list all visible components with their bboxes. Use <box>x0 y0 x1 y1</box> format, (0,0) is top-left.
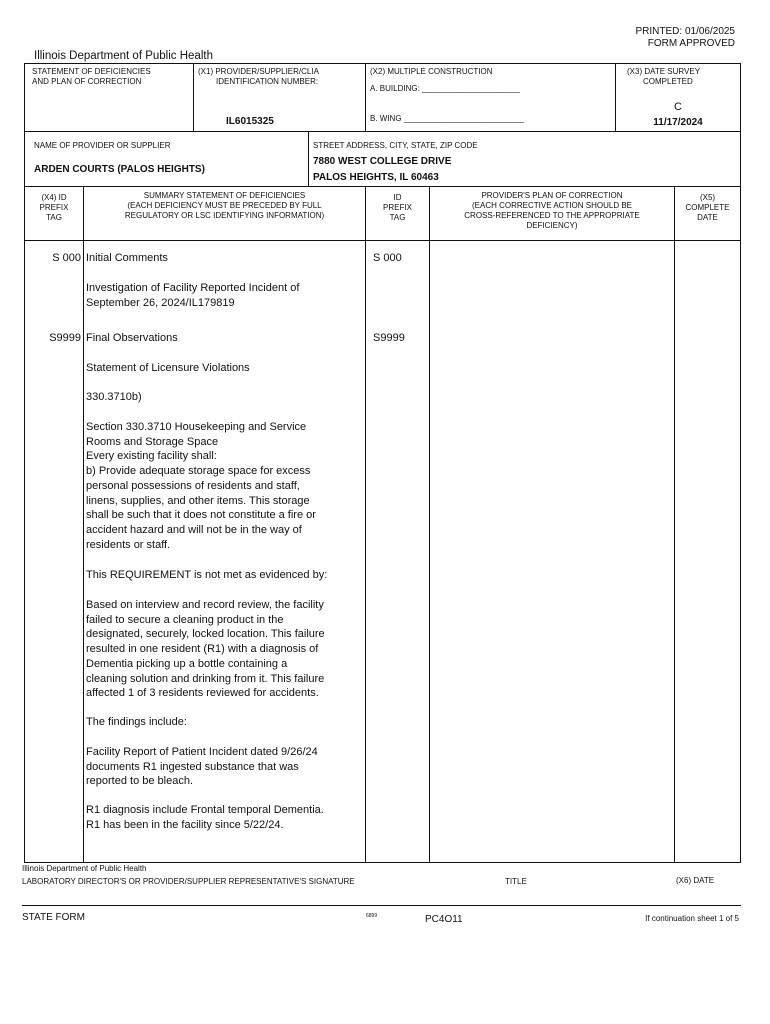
building-field: A. BUILDING: ______________________ <box>370 84 520 93</box>
form-approved: FORM APPROVED <box>647 38 735 49</box>
signature-label: LABORATORY DIRECTOR'S OR PROVIDER/SUPPLIER REPRESENTATIVE'S SIGNATURE <box>22 877 355 886</box>
footer-divider <box>22 905 741 906</box>
address-line-2: PALOS HEIGHTS, IL 60463 <box>313 172 439 183</box>
deficiency-text: Investigation of Facility Reported Incident of September 26, 2024/IL179819 <box>86 282 300 309</box>
agency-title: Illinois Department of Public Health <box>34 50 213 62</box>
provider-name-label: NAME OF PROVIDER OR SUPPLIER <box>34 141 171 150</box>
statement-label-1: STATEMENT OF DEFICIENCIES <box>32 67 151 76</box>
event-id: PC4O11 <box>425 914 463 925</box>
x1-label-2: IDENTIFICATION NUMBER: <box>216 77 319 86</box>
col-header-summary: SUMMARY STATEMENT OF DEFICIENCIES (EACH DEFICIENCY MUST BE PRECEDED BY FULL REGULATORY OR LSC IDENTIFYING INFORMATION) <box>124 191 325 220</box>
deficiency-text: This REQUIREMENT is not met as evidenced by: <box>86 569 328 581</box>
wing-field: B. WING ___________________________ <box>370 114 524 123</box>
deficiency-text: Based on interview and record review, the facility failed to secure a cleaning product in the designated, securely, locked location. This failure resulted in one resident (R1) with a diagnosis of Dementia picking up a bottle containing a cleaning solution and drinking from it. This failure affected 1 of 3 residents reviewed for accidents. <box>86 599 325 700</box>
deficiency-text: Initial Comments <box>86 252 168 264</box>
col-header-x4: (X4) ID PREFIX TAG <box>39 193 69 222</box>
x3-label-1: (X3) DATE SURVEY <box>627 67 701 76</box>
prefix-tag: S9999 <box>49 332 81 344</box>
id-prefix-tag: S 000 <box>373 252 402 264</box>
x2-label: (X2) MULTIPLE CONSTRUCTION <box>370 67 493 76</box>
deficiency-text: Statement of Licensure Violations <box>86 362 250 374</box>
deficiency-text: R1 diagnosis include Frontal temporal Dementia. R1 has been in the facility since 5/22/24. <box>86 804 324 831</box>
survey-date: 11/17/2024 <box>653 117 703 128</box>
date-label: (X6) DATE <box>676 876 715 885</box>
col-header-plan: PROVIDER'S PLAN OF CORRECTION (EACH CORRECTIVE ACTION SHOULD BE CROSS-REFERENCED TO THE APPROPRIATE DEFICIENCY) <box>464 191 640 230</box>
deficiency-text: The findings include: <box>86 716 187 728</box>
deficiency-text: Section 330.3710 Housekeeping and Service Rooms and Storage Space Every existing facility shall: b) Provide adequate storage space for excess personal possessions of residents and staff, linens, supplies, and other items. This storage shall be such that it does not constitute a fire or accident hazard and will not be in the way of residents or staff. <box>86 421 316 551</box>
form-number: 6899 <box>366 913 378 919</box>
address-line-1: 7880 WEST COLLEGE DRIVE <box>313 156 452 167</box>
deficiency-text: Final Observations <box>86 332 178 344</box>
col-header-id: ID PREFIX TAG <box>383 193 412 222</box>
provider-name: ARDEN COURTS (PALOS HEIGHTS) <box>34 164 205 175</box>
id-prefix-tag: S9999 <box>373 332 405 344</box>
x1-label-1: (X1) PROVIDER/SUPPLIER/CLIA <box>198 67 319 76</box>
deficiency-text: 330.3710b) <box>86 391 142 403</box>
address-label: STREET ADDRESS, CITY, STATE, ZIP CODE <box>313 141 478 150</box>
survey-code: C <box>674 101 682 113</box>
deficiency-text: Facility Report of Patient Incident dated 9/26/24 documents R1 ingested substance that was reported to be bleach. <box>86 746 318 788</box>
statement-label-2: AND PLAN OF CORRECTION <box>32 77 142 86</box>
prefix-tag: S 000 <box>52 252 81 264</box>
printed-date: PRINTED: 01/06/2025 <box>635 26 735 37</box>
col-header-x5: (X5) COMPLETE DATE <box>685 193 730 222</box>
continuation-note: If continuation sheet 1 of 5 <box>645 914 739 923</box>
footer-agency: Illinois Department of Public Health <box>22 864 147 873</box>
state-form-label: STATE FORM <box>22 912 85 923</box>
x3-label-2: COMPLETED <box>643 77 693 86</box>
provider-id-number: IL6015325 <box>226 116 274 127</box>
title-label: TITLE <box>505 877 527 886</box>
